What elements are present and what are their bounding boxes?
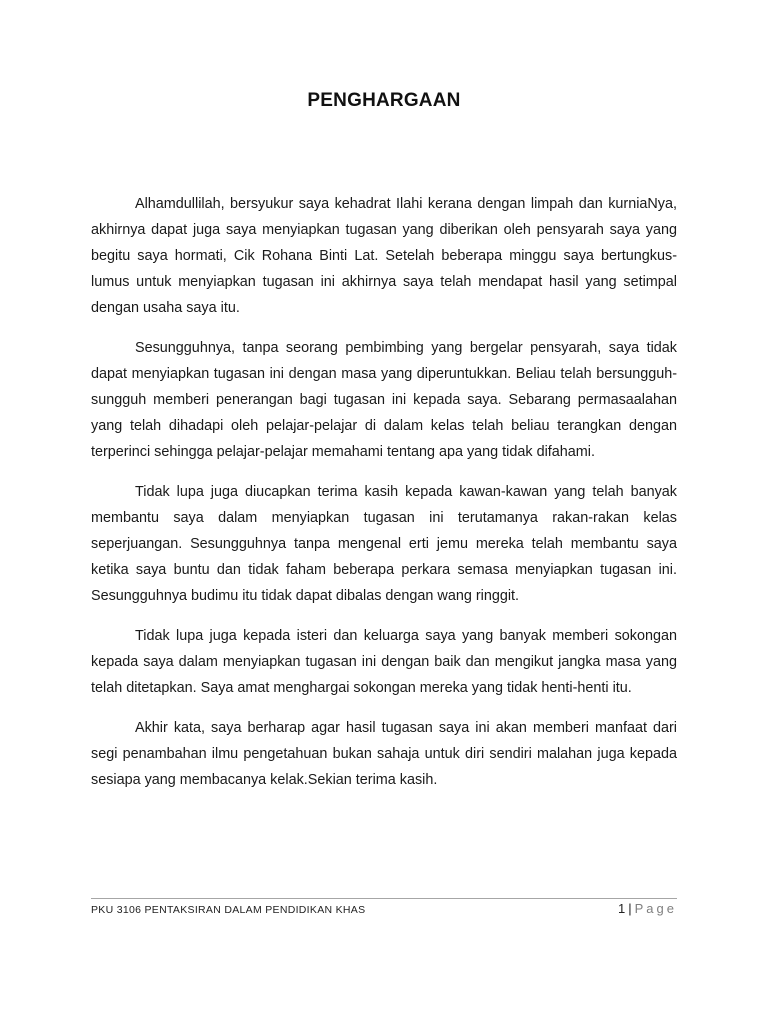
paragraph-1: Alhamdullilah, bersyukur saya kehadrat Ilahi kerana dengan limpah dan kurniaNya, akhirnya dapat juga saya menyiapkan tugasan yang diberikan oleh pensyarah saya yang begitu saya hormati, Cik Rohana Binti Lat. Setelah beberapa minggu saya bertungkus-lumus untuk menyiapkan tugasan ini akhirnya saya telah mendapat hasil yang setimpal dengan usaha saya itu. bbox=[91, 196, 677, 316]
page-number: 1 bbox=[618, 901, 626, 916]
document-body bbox=[91, 191, 677, 807]
page-title: PENGHARGAAN bbox=[307, 90, 461, 111]
paragraph-4: Tidak lupa juga kepada isteri dan keluarga saya yang banyak memberi sokongan kepada saya dalam menyiapkan tugasan ini dengan baik dan mengikut jangka masa yang telah ditetapkan. Saya amat menghargai sokongan mereka yang tidak henti-henti itu. bbox=[91, 628, 677, 696]
page-label: Page bbox=[634, 901, 677, 916]
footer-divider bbox=[91, 898, 677, 899]
paragraph-2: Sesungguhnya, tanpa seorang pembimbing yang bergelar pensyarah, saya tidak dapat menyiapkan tugasan ini dengan masa yang diperuntukkan. Beliau telah bersungguh-sungguh memberi penerangan bagi tugasan ini kepada saya. Sebarang permasaalahan yang telah dihadapi oleh pelajar-pelajar di dalam kelas telah beliau terangkan dengan terperinci sehingga pelajar-pelajar memahami tentang apa yang tidak difahami. bbox=[91, 340, 677, 460]
page-separator: | bbox=[628, 901, 632, 916]
footer-course-title: PKU 3106 PENTAKSIRAN DALAM PENDIDIKAN KHAS bbox=[91, 904, 366, 916]
paragraph-3: Tidak lupa juga diucapkan terima kasih kepada kawan-kawan yang telah banyak membantu saya dalam menyiapkan tugasan ini terutamanya rakan-rakan kelas seperjuangan. Sesungguhnya tanpa mengenal erti jemu mereka telah membantu saya ketika saya buntu dan tidak faham beberapa perkara semasa menyiapkan tugasan ini. Sesungguhnya budimu itu tidak dapat dibalas dengan wang ringgit. bbox=[91, 484, 677, 604]
paragraph-5: Akhir kata, saya berharap agar hasil tugasan saya ini akan memberi manfaat dari segi penambahan ilmu pengetahuan bukan sahaja untuk diri sendiri malahan juga kepada sesiapa yang membacanya kelak.Sekian terima kasih. bbox=[91, 720, 677, 788]
footer-page-indicator bbox=[618, 901, 677, 916]
